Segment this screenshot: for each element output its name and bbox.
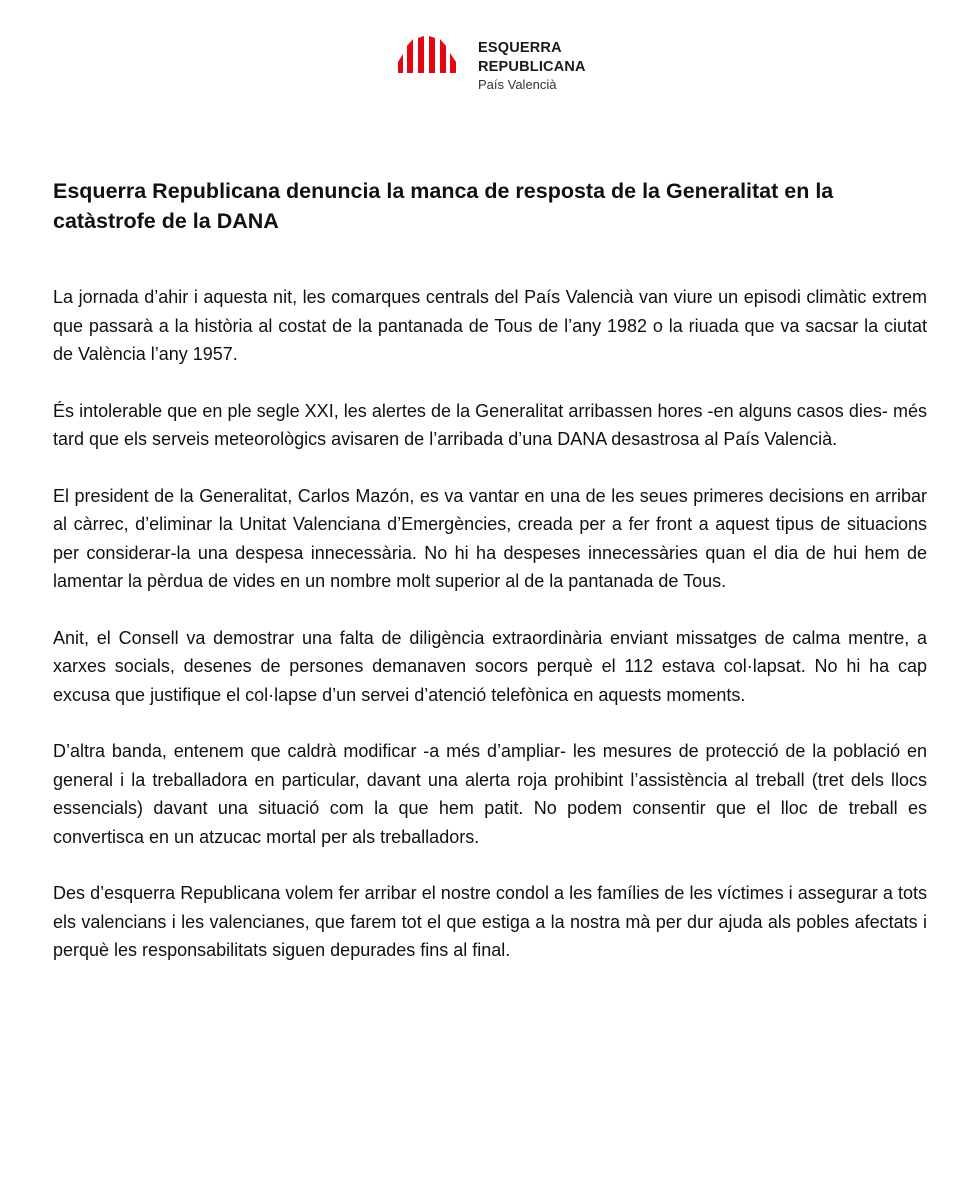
logo-text-line-1: ESQUERRA [478,40,562,56]
press-release [53,176,927,993]
paragraph-2: És intolerable que en ple segle XXI, les alertes de la Generalitat arribassen hores -en alguns casos dies- més tard que els serveis meteorològics avisaren de l’arribada d’una DANA desastrosa al País Valencià. [53,400,927,449]
paragraph-6: Des d’esquerra Republicana volem fer arribar el nostre condol a les famílies de les víctimes i assegurar a tots els valencians i les valencianes, que farem tot el que estiga a la nostra mà per dur ajuda als pobles afectats i perquè les responsabilitats siguen depurades fins al final. [53,883,927,960]
logo-subtitle: País Valencià [478,77,557,92]
paragraph-5: D’altra banda, entenem que caldrà modificar -a més d’ampliar- les mesures de protecció de la població en general i la treballadora en particular, davant una alerta roja prohibint l’assistència al treball (tret dels llocs essencials) davant una situació com la que hem patit. No podem consentir que el lloc de treball es convertisca en un atzucac mortal per als treballadors. [53,741,927,847]
party-logo-mark-icon [398,36,464,76]
paragraph-1: La jornada d’ahir i aquesta nit, les comarques centrals del País Valencià van viure un episodi climàtic extrem que passarà a la història al costat de la pantanada de Tous de l’any 1982 o la riuada que va sacsar la ciutat de València l’any 1957. [53,287,927,364]
paragraph-4: Anit, el Consell va demostrar una falta de diligència extraordinària enviant missatges de calma mentre, a xarxes socials, desenes de persones demanaven socors perquè el 112 estava col·lapsat. No hi ha cap excusa que justifique el col·lapse d’un servei d’atenció telefònica en aquests moments. [53,627,927,705]
document-title: Esquerra Republicana denuncia la manca de resposta de la Generalitat en la catàstrofe de la DANA [53,179,834,233]
paragraph-3: El president de la Generalitat, Carlos Mazón, es va vantar en una de les seues primeres decisions en arribar al càrrec, d’eliminar la Unitat Valenciana d’Emergències, creada per a fer front a aquest tipus de situacions per considerar-la una despesa innecessària. No hi ha despeses innecessàries quan el dia de hui hem de lamentar la pèrdua de vides en un nombre molt superior al de la pantanada de Tous. [53,485,927,591]
party-logo [398,36,598,100]
logo-text-line-2: REPUBLICANA [478,58,586,75]
